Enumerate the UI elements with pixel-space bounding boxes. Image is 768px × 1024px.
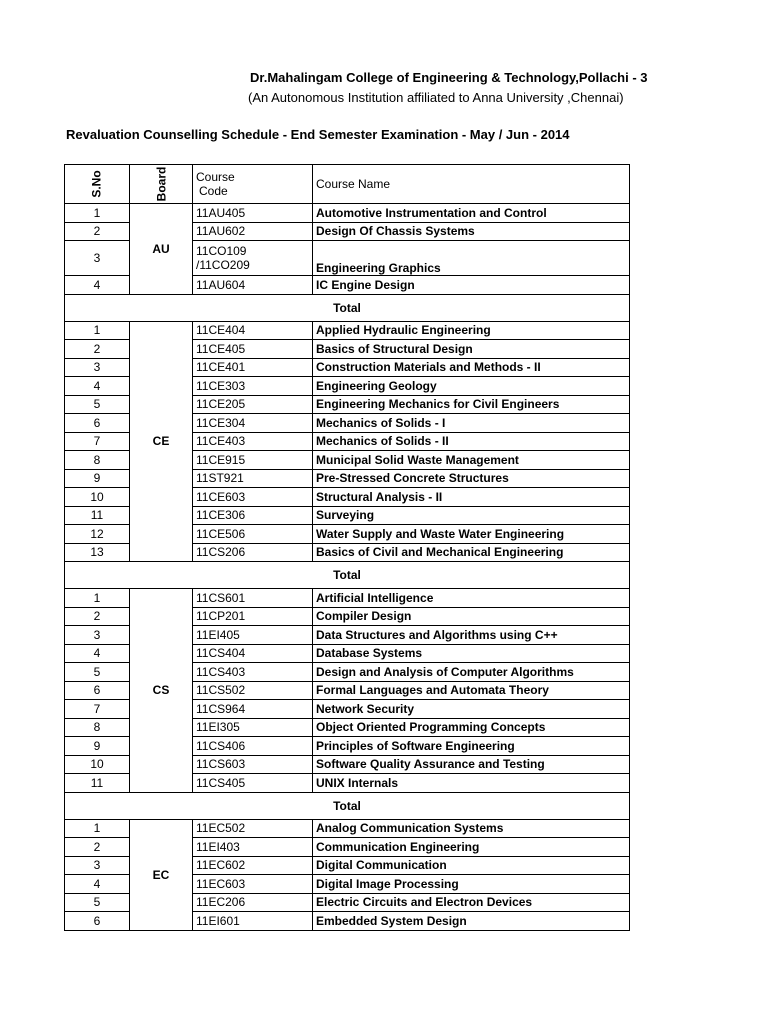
course-code-cell <box>193 506 313 525</box>
course-name-cell: Engineering Geology <box>313 377 630 396</box>
schedule-table <box>64 164 630 931</box>
course-name-cell: Compiler Design <box>313 607 630 626</box>
course-code-cell <box>193 875 313 894</box>
course-code-header-line2: Code <box>199 184 228 198</box>
total-row <box>65 562 630 589</box>
course-code-cell <box>193 432 313 451</box>
sno-cell: 7 <box>65 432 130 451</box>
course-code-cell <box>193 893 313 912</box>
course-name-cell: Artificial Intelligence <box>313 589 630 608</box>
total-label: Total <box>65 792 630 819</box>
course-code-text: 11CE306 <box>196 508 246 523</box>
college-subtitle: (An Autonomous Institution affiliated to Anna University ,Chennai) <box>248 90 624 105</box>
sno-cell: 3 <box>65 241 130 276</box>
sno-cell: 5 <box>65 893 130 912</box>
course-name-cell: Network Security <box>313 700 630 719</box>
board-cell: EC <box>130 819 193 930</box>
course-code-text: 11EI601 <box>196 913 240 928</box>
sno-cell: 13 <box>65 543 130 562</box>
course-code-cell <box>193 525 313 544</box>
course-name-cell: Mechanics of Solids - I <box>313 414 630 433</box>
sno-cell: 2 <box>65 607 130 626</box>
course-name-cell: Applied Hydraulic Engineering <box>313 321 630 340</box>
course-code-cell <box>193 838 313 857</box>
course-code-text: 11CS206 <box>196 545 246 560</box>
course-name-cell: Software Quality Assurance and Testing <box>313 755 630 774</box>
course-name-cell: Surveying <box>313 506 630 525</box>
total-label: Total <box>65 294 630 321</box>
sno-cell: 3 <box>65 856 130 875</box>
board-cell: CE <box>130 321 193 562</box>
sno-cell: 2 <box>65 222 130 241</box>
course-code-text: 11CS964 <box>196 701 246 716</box>
course-code-cell <box>193 774 313 793</box>
course-name-cell: Digital Image Processing <box>313 875 630 894</box>
course-code-cell <box>193 204 313 223</box>
course-code-cell <box>193 358 313 377</box>
course-name-cell: Basics of Civil and Mechanical Engineering <box>313 543 630 562</box>
total-row <box>65 792 630 819</box>
course-code-cell <box>193 241 313 276</box>
total-label: Total <box>65 562 630 589</box>
course-code-cell <box>193 222 313 241</box>
course-name-column-header: Course Name <box>313 165 630 204</box>
sno-cell: 5 <box>65 663 130 682</box>
table-row <box>65 589 630 608</box>
course-code-cell <box>193 663 313 682</box>
course-name-cell: Analog Communication Systems <box>313 819 630 838</box>
course-code-text: 11CS502 <box>196 683 246 698</box>
course-code-text: 11CP201 <box>196 609 246 624</box>
course-code-cell <box>193 718 313 737</box>
table-row <box>65 819 630 838</box>
course-code-text-line2: /11CO209 <box>196 258 250 272</box>
course-name-cell: Engineering Mechanics for Civil Engineers <box>313 395 630 414</box>
course-code-cell <box>193 700 313 719</box>
course-code-text: 11CS601 <box>196 590 246 605</box>
course-code-cell <box>193 321 313 340</box>
course-name-cell: Object Oriented Programming Concepts <box>313 718 630 737</box>
course-name-cell: Formal Languages and Automata Theory <box>313 681 630 700</box>
course-code-text: 11EI405 <box>196 627 240 642</box>
schedule-title: Revaluation Counselling Schedule - End Semester Examination - May / Jun - 2014 <box>66 127 570 142</box>
sno-cell: 3 <box>65 358 130 377</box>
course-name-cell: Embedded System Design <box>313 912 630 931</box>
course-code-cell <box>193 488 313 507</box>
course-code-cell <box>193 856 313 875</box>
course-code-cell <box>193 395 313 414</box>
course-code-text: 11EI403 <box>196 839 240 854</box>
sno-cell: 1 <box>65 819 130 838</box>
sno-cell: 9 <box>65 469 130 488</box>
course-code-text: 11CS406 <box>196 738 246 753</box>
course-code-text: 11CE403 <box>196 434 246 449</box>
sno-cell: 8 <box>65 718 130 737</box>
course-code-cell <box>193 340 313 359</box>
course-code-cell <box>193 755 313 774</box>
sno-cell: 9 <box>65 737 130 756</box>
sno-cell: 1 <box>65 589 130 608</box>
course-code-text: 11EC603 <box>196 876 246 891</box>
course-code-text: 11CS404 <box>196 646 246 661</box>
sno-cell: 10 <box>65 755 130 774</box>
course-code-cell <box>193 469 313 488</box>
sno-cell: 1 <box>65 204 130 223</box>
course-code-cell <box>193 681 313 700</box>
course-name-cell: Water Supply and Waste Water Engineering <box>313 525 630 544</box>
table-row <box>65 204 630 223</box>
sno-cell: 4 <box>65 276 130 295</box>
course-code-text: 11CE205 <box>196 397 246 412</box>
course-name-cell: Data Structures and Algorithms using C++ <box>313 626 630 645</box>
course-name-cell: Structural Analysis - II <box>313 488 630 507</box>
board-cell: CS <box>130 589 193 793</box>
course-code-text: 11AU602 <box>196 224 246 239</box>
course-code-text: 11CE404 <box>196 323 246 338</box>
course-name-cell: Electric Circuits and Electron Devices <box>313 893 630 912</box>
course-code-text: 11CE915 <box>196 452 246 467</box>
course-name-cell: IC Engine Design <box>313 276 630 295</box>
course-name-cell: Automotive Instrumentation and Control <box>313 204 630 223</box>
sno-cell: 2 <box>65 340 130 359</box>
course-name-cell: Municipal Solid Waste Management <box>313 451 630 470</box>
sno-header-label: S.No <box>90 170 104 198</box>
sno-cell: 10 <box>65 488 130 507</box>
course-code-text: 11CE405 <box>196 341 246 356</box>
course-name-cell: Engineering Graphics <box>313 241 630 276</box>
sno-cell: 6 <box>65 912 130 931</box>
sno-column-header <box>65 165 130 204</box>
sno-cell: 8 <box>65 451 130 470</box>
sno-cell: 11 <box>65 774 130 793</box>
course-code-text: 11EC502 <box>196 821 246 836</box>
course-code-text: 11EC602 <box>196 858 246 873</box>
schedule-table-body <box>65 165 630 931</box>
course-name-cell: Basics of Structural Design <box>313 340 630 359</box>
course-code-text: 11CE603 <box>196 489 246 504</box>
course-code-text: 11CE506 <box>196 526 246 541</box>
total-row <box>65 294 630 321</box>
sno-cell: 4 <box>65 377 130 396</box>
course-code-text: 11CS603 <box>196 757 246 772</box>
course-name-cell: Communication Engineering <box>313 838 630 857</box>
course-code-text: 11CS405 <box>196 775 246 790</box>
course-name-cell: Digital Communication <box>313 856 630 875</box>
course-code-cell <box>193 451 313 470</box>
sno-cell: 7 <box>65 700 130 719</box>
course-code-text: 11CS403 <box>196 664 246 679</box>
course-name-cell: Construction Materials and Methods - II <box>313 358 630 377</box>
board-header-label: Board <box>153 166 168 202</box>
sno-cell: 1 <box>65 321 130 340</box>
course-name-cell: Design and Analysis of Computer Algorithms <box>313 663 630 682</box>
course-name-cell: UNIX Internals <box>313 774 630 793</box>
course-code-cell <box>193 912 313 931</box>
course-name-cell: Principles of Software Engineering <box>313 737 630 756</box>
course-code-text: 11ST921 <box>196 471 244 486</box>
course-code-cell <box>193 589 313 608</box>
sno-cell: 4 <box>65 875 130 894</box>
sno-cell: 6 <box>65 681 130 700</box>
course-code-text: 11CE303 <box>196 378 246 393</box>
course-code-cell <box>193 626 313 645</box>
course-code-cell <box>193 377 313 396</box>
sno-cell: 6 <box>65 414 130 433</box>
table-row <box>65 321 630 340</box>
board-cell: AU <box>130 204 193 295</box>
course-name-cell: Design Of Chassis Systems <box>313 222 630 241</box>
sno-cell: 12 <box>65 525 130 544</box>
course-code-cell <box>193 276 313 295</box>
course-name-cell: Pre-Stressed Concrete Structures <box>313 469 630 488</box>
table-header-row <box>65 165 630 204</box>
course-code-text: 11CE401 <box>196 360 246 375</box>
course-code-column-header <box>193 165 313 204</box>
course-code-cell <box>193 607 313 626</box>
sno-cell: 3 <box>65 626 130 645</box>
board-column-header <box>130 165 193 204</box>
course-code-cell <box>193 414 313 433</box>
course-code-text: 11EI305 <box>196 720 240 735</box>
course-name-cell: Database Systems <box>313 644 630 663</box>
course-code-cell <box>193 737 313 756</box>
course-code-cell <box>193 819 313 838</box>
course-code-cell <box>193 543 313 562</box>
sno-cell: 5 <box>65 395 130 414</box>
sno-cell: 2 <box>65 838 130 857</box>
course-code-text: 11CE304 <box>196 415 246 430</box>
course-name-cell: Mechanics of Solids - II <box>313 432 630 451</box>
course-code-text: 11CO109 <box>196 244 247 258</box>
college-title: Dr.Mahalingam College of Engineering & Technology,Pollachi - 3 <box>250 70 648 85</box>
sno-cell: 11 <box>65 506 130 525</box>
course-code-cell <box>193 644 313 663</box>
sno-cell: 4 <box>65 644 130 663</box>
course-code-text: 11AU405 <box>196 205 246 220</box>
course-code-text: 11AU604 <box>196 277 246 292</box>
course-code-header-line1: Course <box>196 170 235 184</box>
course-code-text: 11EC206 <box>196 895 246 910</box>
